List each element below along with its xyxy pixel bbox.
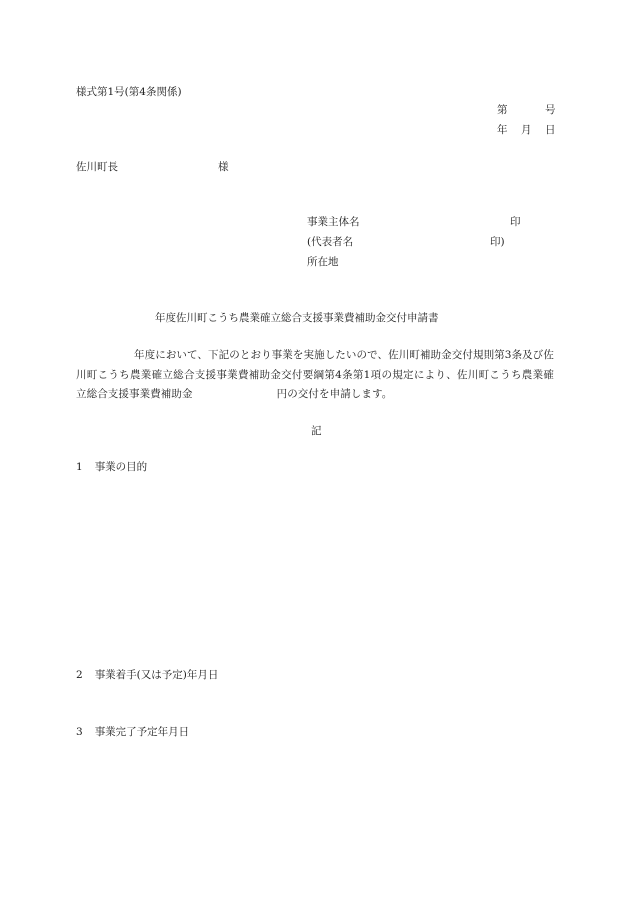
body-text-part1: 年度において、下記のとおり事業を実施したいので、佐川町補助金交付規則第3条及び佐川町こうち農業確立総合支援事業費補助金交付要綱第4条第1項の規定により、佐川町こうち農業確立総合支援事業費補助金 [76,349,554,400]
doc-number-suffix: 号 [545,104,556,116]
date-day: 日 [545,124,556,136]
addressee-honorific: 様 [218,161,229,173]
body-paragraph [76,346,554,405]
document-title: 年度佐川町こうち農業確立総合支援事業費補助金交付申請書 [155,312,439,324]
doc-number-prefix: 第 [497,104,508,116]
item-1-number: 1 [76,461,83,473]
form-label: 様式第1号(第4条関係) [76,86,182,98]
entity-label: 事業主体名 [307,216,360,228]
item-2-number: 2 [76,669,83,681]
addressee-title: 佐川町長 [76,161,118,173]
address-label: 所在地 [307,256,339,268]
representative-label: (代表者名 [307,236,354,248]
item-3-number: 3 [76,726,83,738]
item-2-label: 事業着手(又は予定)年月日 [94,669,219,681]
item-1-label: 事業の目的 [94,461,148,473]
ki-marker: 記 [311,425,322,437]
item-1 [76,461,147,474]
seal-mark: 印 [510,216,521,228]
body-text-part2: 円の交付を申請します。 [276,388,393,400]
item-2 [76,669,218,682]
item-3 [76,726,189,739]
representative-seal: 印) [490,236,505,248]
date-year: 年 [497,124,508,136]
item-3-label: 事業完了予定年月日 [94,726,190,738]
date-month: 月 [521,124,532,136]
